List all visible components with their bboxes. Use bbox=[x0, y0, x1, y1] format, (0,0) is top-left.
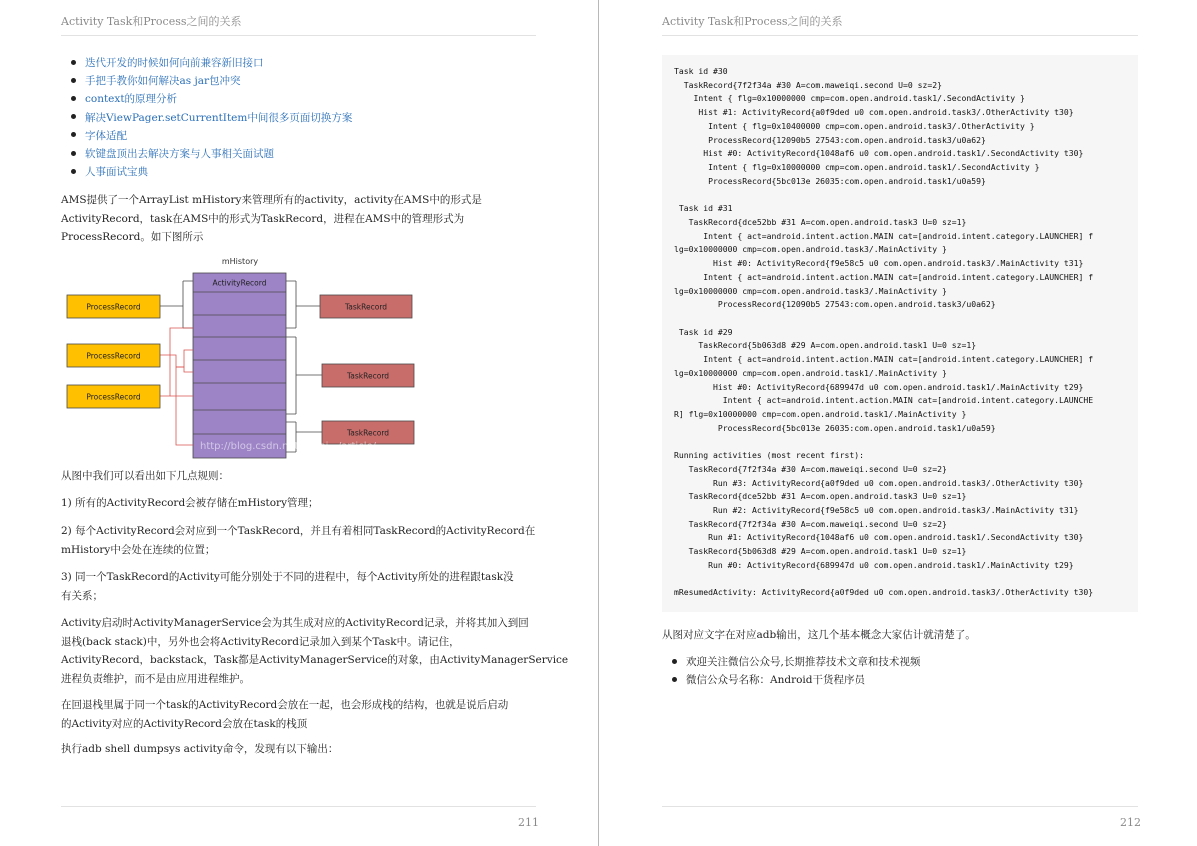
adb-paragraph: 执行adb shell dumpsys activity命令，发现有以下输出： bbox=[61, 743, 339, 755]
code-line: mResumedActivity: ActivityRecord{a0f9ded u0 com.open.android.task3/.OtherActivity t30} bbox=[674, 587, 1094, 598]
code-line: lg=0x10000000 cmp=com.open.android.task1/.MainActivity } bbox=[674, 367, 947, 378]
link-item[interactable]: 人事面试宝典 bbox=[71, 163, 352, 181]
code-line: Intent { flg=0x10400000 cmp=com.open.android.task3/.OtherActivity } bbox=[674, 120, 1035, 131]
link-item[interactable]: 字体适配 bbox=[71, 127, 352, 145]
mhistory-diagram bbox=[60, 252, 420, 462]
code-line: lg=0x10000000 cmp=com.open.android.task3/.MainActivity } bbox=[674, 285, 947, 296]
right-page-header: Activity Task和Process之间的关系 bbox=[662, 15, 843, 28]
code-line: ProcessRecord{12090b5 27543:com.open.android.task3/u0a62} bbox=[674, 134, 986, 145]
link-item[interactable]: 解决ViewPager.setCurrentItem中间很多页面切换方案 bbox=[71, 109, 352, 127]
svg-text:ProcessRecord: ProcessRecord bbox=[86, 392, 141, 402]
intro-paragraph: AMS提供了一个ArrayList mHistory来管理所有的activity，activity在AMS中的形式是 ActivityRecord，task在AMS中的形式为TaskRecord，进程在AMS中的管理形式为 ProcessRecord。如下图所示 bbox=[61, 194, 482, 243]
activity-start-paragraph: Activity启动时ActivityManagerService会为其生成对应的ActivityRecord记录，并将其加入到回 退栈(back stack)中，另外也会将ActivityRecord记录加入到某个Task中。请记住， ActivityRecord，backstack，Task都是ActivityManagerService的对象，由ActivityManagerService 进程负责维护，而不是由应用进程维护。 bbox=[61, 617, 569, 685]
code-line: Run #2: ActivityRecord{f9e58c5 u0 com.open.android.task3/.MainActivity t31} bbox=[674, 505, 1079, 515]
code-line: TaskRecord{7f2f34a #30 A=com.maweiqi.second U=0 sz=2} bbox=[674, 79, 943, 90]
code-line: Task id #29 bbox=[674, 326, 733, 337]
code-line: R] flg=0x10000000 cmp=com.open.android.task1/.MainActivity } bbox=[674, 408, 967, 419]
code-line: Task id #30 bbox=[674, 66, 728, 76]
page-divider bbox=[598, 0, 599, 846]
code-line: Intent { act=android.intent.action.MAIN cat=[android.intent.category.LAUNCHER] f bbox=[674, 271, 1094, 282]
code-line bbox=[674, 573, 1093, 587]
watermark: http://blog.csdn.net/zhaoj.../article/... bbox=[200, 441, 386, 452]
code-line: Intent { act=android.intent.action.MAIN cat=[android.intent.category.LAUNCHER] f bbox=[674, 354, 1094, 365]
link-item[interactable]: 手把手教你如何解决as jar包冲突 bbox=[71, 72, 352, 90]
svg-text:TaskRecord: TaskRecord bbox=[344, 302, 388, 312]
wechat-bullets bbox=[672, 653, 920, 689]
code-line: TaskRecord{5b063d8 #29 A=com.open.android.task1 U=0 sz=1} bbox=[674, 546, 967, 557]
rules-intro: 从图中我们可以看出如下几点规则： bbox=[61, 470, 229, 482]
svg-text:TaskRecord: TaskRecord bbox=[346, 428, 390, 438]
rule-1: 1) 所有的ActivityRecord会被存储在mHistory管理； bbox=[61, 497, 319, 509]
rule-2: 2) 每个ActivityRecord会对应到一个TaskRecord，并且有着相同TaskRecord的ActivityRecord在 mHistory中会处在连续的位置； bbox=[61, 525, 536, 556]
summary-paragraph: 从图对应文字在对应adb输出，这几个基本概念大家估计就清楚了。 bbox=[662, 629, 976, 641]
code-line bbox=[674, 188, 1093, 202]
code-line: lg=0x10000000 cmp=com.open.android.task3/.MainActivity } bbox=[674, 244, 947, 255]
right-footer-rule bbox=[662, 806, 1138, 807]
code-line: Intent { act=android.intent.action.MAIN cat=[android.intent.category.LAUNCHER] f bbox=[674, 230, 1094, 241]
code-line: TaskRecord{5b063d8 #29 A=com.open.android.task1 U=0 sz=1} bbox=[674, 340, 977, 351]
diagram-title: mHistory bbox=[221, 257, 259, 266]
code-line: TaskRecord{dce52bb #31 A=com.open.android.task3 U=0 sz=1} bbox=[674, 216, 967, 227]
svg-text:ProcessRecord: ProcessRecord bbox=[86, 302, 141, 312]
list-item: 欢迎关注微信公众号,长期推荐技术文章和技术视频 bbox=[672, 653, 920, 671]
link-item[interactable]: 迭代开发的时候如何向前兼容新旧接口 bbox=[71, 54, 352, 72]
right-page-number: 212 bbox=[1120, 816, 1141, 829]
code-line: Run #3: ActivityRecord{a0f9ded u0 com.open.android.task3/.OtherActivity t30} bbox=[674, 477, 1084, 488]
link-item[interactable]: context的原理分析 bbox=[71, 90, 352, 108]
code-line: Hist #0: ActivityRecord{1048af6 u0 com.open.android.task1/.SecondActivity t30} bbox=[674, 148, 1084, 159]
code-line: TaskRecord{dce52bb #31 A=com.open.android.task3 U=0 sz=1} bbox=[674, 491, 967, 502]
code-line: Running activities (most recent first): bbox=[674, 450, 865, 461]
code-line: Hist #0: ActivityRecord{f9e58c5 u0 com.open.android.task3/.MainActivity t31} bbox=[674, 258, 1084, 269]
code-line: ProcessRecord{5bc013e 26035:com.open.android.task1/u0a59} bbox=[674, 422, 996, 433]
code-line: Hist #0: ActivityRecord{689947d u0 com.open.android.task1/.MainActivity t29} bbox=[674, 381, 1084, 392]
left-header-rule bbox=[61, 35, 536, 36]
code-line: Run #1: ActivityRecord{1048af6 u0 com.open.android.task1/.SecondActivity t30} bbox=[674, 532, 1084, 543]
mhistory-stack bbox=[193, 273, 286, 458]
code-line bbox=[674, 312, 1093, 326]
code-line: Intent { act=android.intent.action.MAIN cat=[android.intent.category.LAUNCHE bbox=[674, 395, 1094, 406]
svg-text:ProcessRecord: ProcessRecord bbox=[86, 351, 141, 361]
code-line: Task id #31 bbox=[674, 203, 733, 214]
code-line: Intent { flg=0x10000000 cmp=com.open.android.task1/.SecondActivity } bbox=[674, 93, 1025, 104]
list-item: 微信公众号名称：Android干货程序员 bbox=[672, 671, 920, 689]
left-page-header: Activity Task和Process之间的关系 bbox=[61, 15, 242, 28]
backstack-paragraph: 在回退栈里属于同一个task的ActivityRecord会放在一起，也会形成栈的结构，也就是说后启动 的Activity对应的ActivityRecord会放在task的栈顶 bbox=[61, 699, 509, 730]
code-line: Intent { flg=0x10000000 cmp=com.open.android.task1/.SecondActivity } bbox=[674, 162, 1040, 173]
code-line: ProcessRecord{5bc013e 26035:com.open.android.task1/u0a59} bbox=[674, 175, 986, 186]
right-header-rule bbox=[662, 35, 1138, 36]
left-page-number: 211 bbox=[518, 816, 539, 829]
adb-output-text bbox=[674, 65, 1093, 600]
code-line: TaskRecord{7f2f34a #30 A=com.maweiqi.second U=0 sz=2} bbox=[674, 518, 947, 529]
rule-3: 3) 同一个TaskRecord的Activity可能分别处于不同的进程中，每个Activity所处的进程跟task没 有关系； bbox=[61, 571, 514, 602]
code-line: TaskRecord{7f2f34a #30 A=com.maweiqi.second U=0 sz=2} bbox=[674, 463, 947, 474]
code-line bbox=[674, 435, 1093, 449]
code-line: Hist #1: ActivityRecord{a0f9ded u0 com.open.android.task3/.OtherActivity t30} bbox=[674, 107, 1074, 118]
left-footer-rule bbox=[61, 806, 536, 807]
related-links-list bbox=[71, 54, 352, 181]
activityrecord-label: ActivityRecord bbox=[212, 278, 267, 288]
svg-text:TaskRecord: TaskRecord bbox=[346, 371, 390, 381]
code-line: Run #0: ActivityRecord{689947d u0 com.open.android.task1/.MainActivity t29} bbox=[674, 559, 1074, 570]
code-line: ProcessRecord{12090b5 27543:com.open.android.task3/u0a62} bbox=[674, 299, 996, 310]
link-item[interactable]: 软键盘顶出去解决方案与人事相关面试题 bbox=[71, 145, 352, 163]
